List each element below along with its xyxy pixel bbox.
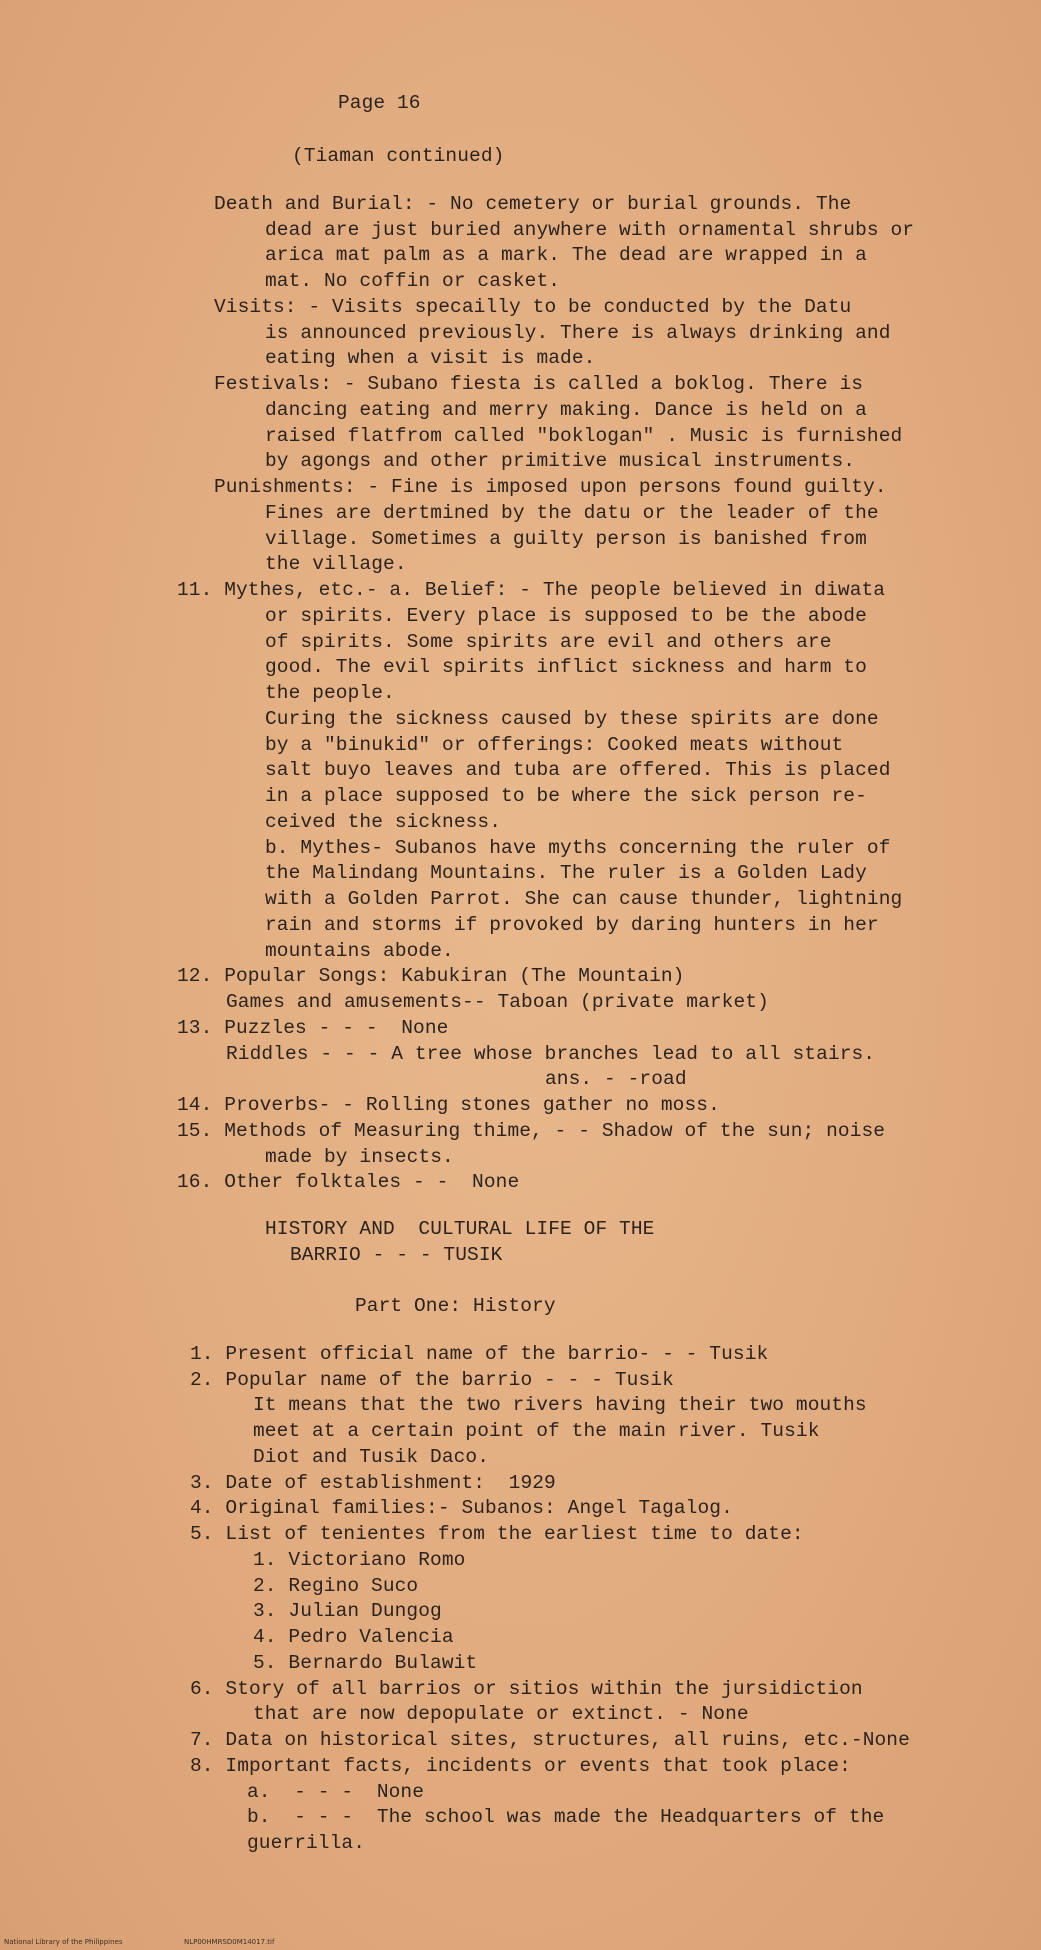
- text-line: guerrilla.: [247, 1832, 366, 1854]
- text-line: dancing eating and merry making. Dance is held on a: [265, 399, 867, 421]
- text-line: Visits: - Visits specailly to be conducted by the Datu: [214, 296, 852, 318]
- text-line: Riddles - - - A tree whose branches lead to all stairs.: [226, 1043, 876, 1065]
- part-heading: Part One: History: [355, 1295, 556, 1317]
- text-line: the Malindang Mountains. The ruler is a Golden Lady: [265, 862, 867, 884]
- text-line: ceived the sickness.: [265, 811, 502, 833]
- history-heading: BARRIO - - - TUSIK: [290, 1244, 503, 1266]
- text-line: Festivals: - Subano fiesta is called a boklog. There is: [214, 373, 864, 395]
- text-line: 7. Data on historical sites, structures, all ruins, etc.-None: [190, 1729, 910, 1751]
- footer-left: National Library of the Philippines: [4, 1938, 123, 1946]
- text-line: Games and amusements-- Taboan (private market): [226, 991, 769, 1013]
- text-line: by agongs and other primitive musical instruments.: [265, 450, 856, 472]
- text-line: 4. Pedro Valencia: [253, 1626, 454, 1648]
- text-line: 1. Present official name of the barrio- - - Tusik: [190, 1343, 769, 1365]
- text-line: 15. Methods of Measuring thime, - - Shadow of the sun; noise: [177, 1120, 886, 1142]
- text-line: 3. Julian Dungog: [253, 1600, 442, 1622]
- text-line: in a place supposed to be where the sick person re-: [265, 785, 867, 807]
- text-line: 5. Bernardo Bulawit: [253, 1652, 478, 1674]
- text-line: b. Mythes- Subanos have myths concerning the ruler of: [265, 837, 891, 859]
- text-line: 2. Popular name of the barrio - - - Tusik: [190, 1369, 674, 1391]
- text-line: rain and storms if provoked by daring hunters in her: [265, 914, 879, 936]
- text-line: dead are just buried anywhere with ornamental shrubs or: [265, 219, 915, 241]
- text-line: 1. Victoriano Romo: [253, 1549, 466, 1571]
- text-line: Punishments: - Fine is imposed upon persons found guilty.: [214, 476, 887, 498]
- text-line: is announced previously. There is always drinking and: [265, 322, 891, 344]
- text-line: 16. Other folktales - - None: [177, 1171, 520, 1193]
- text-line: salt buyo leaves and tuba are offered. This is placed: [265, 759, 891, 781]
- text-line: 4. Original families:- Subanos: Angel Tagalog.: [190, 1497, 733, 1519]
- text-line: Death and Burial: - No cemetery or burial grounds. The: [214, 193, 852, 215]
- text-line: Diot and Tusik Daco.: [253, 1446, 490, 1468]
- text-line: meet at a certain point of the main river. Tusik: [253, 1420, 820, 1442]
- text-line: 5. List of tenientes from the earliest time to date:: [190, 1523, 804, 1545]
- text-line: 14. Proverbs- - Rolling stones gather no moss.: [177, 1094, 720, 1116]
- history-heading: HISTORY AND CULTURAL LIFE OF THE: [265, 1218, 655, 1240]
- text-line: Fines are dertmined by the datu or the leader of the: [265, 502, 879, 524]
- text-line: It means that the two rivers having their two mouths: [253, 1394, 867, 1416]
- page-label: Page 16: [338, 92, 421, 114]
- text-line: the village.: [265, 553, 407, 575]
- text-line: that are now depopulate or extinct. - None: [253, 1703, 749, 1725]
- text-line: mountains abode.: [265, 940, 454, 962]
- text-line: 3. Date of establishment: 1929: [190, 1472, 556, 1494]
- text-line: 2. Regino Suco: [253, 1575, 419, 1597]
- text-line: the people.: [265, 682, 395, 704]
- text-line: arica mat palm as a mark. The dead are wrapped in a: [265, 244, 867, 266]
- text-line: village. Sometimes a guilty person is banished from: [265, 528, 867, 550]
- text-line: 11. Mythes, etc.- a. Belief: - The people believed in diwata: [177, 579, 886, 601]
- text-line: by a "binukid" or offerings: Cooked meats without: [265, 734, 844, 756]
- subtitle: (Tiaman continued): [292, 145, 505, 167]
- text-line: eating when a visit is made.: [265, 347, 596, 369]
- text-line: raised flatfrom called "boklogan" . Music is furnished: [265, 425, 903, 447]
- text-line: made by insects.: [265, 1146, 454, 1168]
- text-line: mat. No coffin or casket.: [265, 270, 561, 292]
- text-line: ans. - -road: [545, 1068, 687, 1090]
- text-line: with a Golden Parrot. She can cause thunder, lightning: [265, 888, 903, 910]
- text-line: good. The evil spirits inflict sickness and harm to: [265, 656, 867, 678]
- text-line: 13. Puzzles - - - None: [177, 1017, 449, 1039]
- text-line: b. - - - The school was made the Headquarters of the: [247, 1806, 885, 1828]
- text-line: 12. Popular Songs: Kabukiran (The Mountain): [177, 965, 685, 987]
- footer-right: NLP00HMRSD0M14017.tif: [184, 1938, 275, 1946]
- text-line: of spirits. Some spirits are evil and others are: [265, 631, 832, 653]
- text-line: a. - - - None: [247, 1781, 425, 1803]
- text-line: Curing the sickness caused by these spirits are done: [265, 708, 879, 730]
- text-line: 8. Important facts, incidents or events that took place:: [190, 1755, 851, 1777]
- text-line: or spirits. Every place is supposed to be the abode: [265, 605, 867, 627]
- text-line: 6. Story of all barrios or sitios within the jursidiction: [190, 1678, 863, 1700]
